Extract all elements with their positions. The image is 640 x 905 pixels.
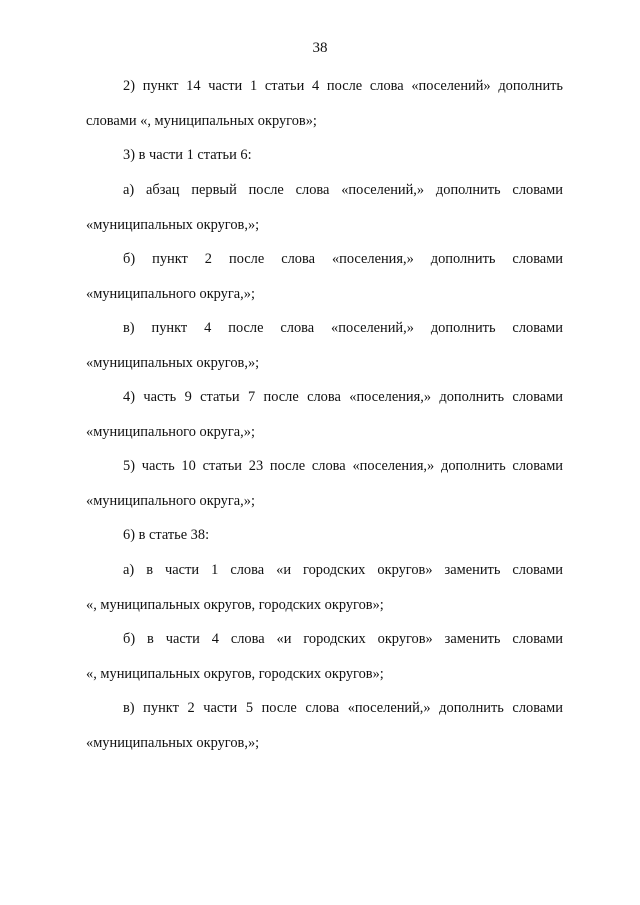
paragraph-line: «, муниципальных округов, городских округов»; <box>86 665 384 682</box>
paragraph-line: «муниципального округа,»; <box>86 492 255 509</box>
page-number: 38 <box>312 40 328 56</box>
paragraph-line: «муниципального округа,»; <box>86 285 255 302</box>
paragraph-item-2 <box>86 69 563 138</box>
paragraph-item-6v <box>86 691 563 760</box>
paragraph-line: 6) в статье 38: <box>123 527 210 543</box>
paragraph-line: а) абзац первый после слова «поселений,» дополнить словами <box>123 182 563 198</box>
paragraph-line: «муниципальных округов,»; <box>86 216 260 233</box>
paragraph-line: «, муниципальных округов, городских округов»; <box>86 596 384 613</box>
paragraph-item-3v <box>86 311 563 380</box>
paragraph-item-5 <box>86 449 563 518</box>
paragraph-line: а) в части 1 слова «и городских округов» заменить словами <box>123 562 563 578</box>
paragraph-item-3 <box>86 138 563 173</box>
paragraph-line: б) в части 4 слова «и городских округов» заменить словами <box>123 631 563 647</box>
paragraph-line: б) пункт 2 после слова «поселения,» дополнить словами <box>123 251 563 267</box>
paragraph-line: 3) в части 1 статьи 6: <box>123 147 252 163</box>
paragraph-line: «муниципальных округов,»; <box>86 734 260 751</box>
paragraph-line: «муниципальных округов,»; <box>86 354 260 371</box>
paragraph-line: в) пункт 2 части 5 после слова «поселений,» дополнить словами <box>123 700 563 716</box>
paragraph-line: словами «, муниципальных округов»; <box>86 112 317 129</box>
paragraph-item-4 <box>86 380 563 449</box>
paragraph-item-6b <box>86 622 563 691</box>
paragraph-line: 5) часть 10 статьи 23 после слова «поселения,» дополнить словами <box>123 458 563 474</box>
paragraph-line: 4) часть 9 статьи 7 после слова «поселения,» дополнить словами <box>123 389 563 405</box>
paragraph-item-6 <box>86 518 563 553</box>
paragraph-line: 2) пункт 14 части 1 статьи 4 после слова «поселений» дополнить <box>123 78 563 94</box>
paragraph-line: в) пункт 4 после слова «поселений,» дополнить словами <box>123 320 563 336</box>
paragraph-item-6a <box>86 553 563 622</box>
paragraph-item-3b <box>86 242 563 311</box>
paragraph-line: «муниципального округа,»; <box>86 423 255 440</box>
paragraph-item-3a <box>86 173 563 242</box>
